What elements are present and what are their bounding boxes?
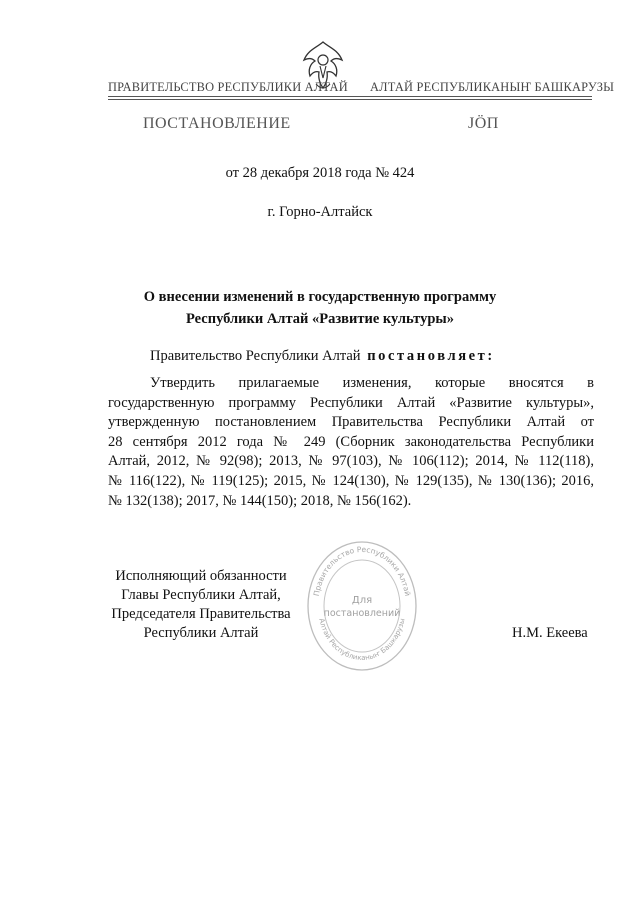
signatory-position (106, 567, 296, 643)
body-line: государственную программу Республики Алтай «Развитие культуры», (108, 394, 594, 411)
stamp-inner-text: Для (351, 595, 373, 606)
body-line: утвержденную постановлением Правительства Республики Алтай от (108, 414, 594, 431)
resolution-subject: Правительство Республики Алтай (150, 348, 361, 364)
signatory-name: Н.М. Екеева (512, 625, 588, 641)
document-city: г. Горно-Алтайск (267, 204, 373, 220)
government-name-alt: АЛТАЙ РЕСПУБЛИКАНЫҤ БАШКАРУЗЫ (370, 80, 615, 94)
signatory-position-line: Исполняющий обязанности (115, 568, 287, 584)
stamp-outer-text-alt: Алтай Республиканыҥ Башкарузы (317, 617, 407, 663)
signatory-position-line: Председателя Правительства (111, 606, 291, 622)
document-title-line: О внесении изменений в государственную программу (143, 289, 497, 305)
signatory-position-line: Главы Республики Алтай, (121, 587, 281, 603)
government-name-ru: ПРАВИТЕЛЬСТВО РЕСПУБЛИКИ АЛТАЙ (108, 80, 348, 94)
resolution-intro (150, 348, 495, 365)
body-line: Алтай, 2012, № 92(98); 2013, № 97(103), № 106(112); 2014, № 112(118), (108, 453, 594, 470)
official-seal-stamp (306, 540, 418, 672)
resolution-verb: постановляет: (367, 348, 495, 364)
document-type-ru: ПОСТАНОВЛЕНИЕ (143, 115, 291, 132)
resolution-body (108, 374, 594, 511)
header-divider (108, 96, 592, 97)
body-line: № 132(138); 2017, № 144(150); 2018, № 156(162). (108, 492, 412, 509)
document-type-alt: ЈӦП (468, 115, 499, 132)
stamp-inner-text: постановлений (323, 608, 401, 619)
stamp-outer-text: Правительство Республики Алтай (311, 544, 413, 597)
document-title-line: Республики Алтай «Развитие культуры» (186, 311, 454, 327)
document-date-number: от 28 декабря 2018 года № 424 (225, 165, 415, 181)
body-line: № 116(122), № 119(125); 2015, № 124(130), № 129(135), № 130(136); 2016, (108, 472, 594, 489)
signatory-position-line: Республики Алтай (143, 625, 259, 641)
svg-text:Алтай Республиканыҥ Башкарузы (317, 618, 406, 662)
body-line: 28 сентября 2012 года № 249 (Сборник законодательства Республики (108, 433, 594, 450)
header-divider (108, 99, 592, 100)
body-line: Утвердить прилагаемые изменения, которые вносятся в (150, 375, 594, 391)
